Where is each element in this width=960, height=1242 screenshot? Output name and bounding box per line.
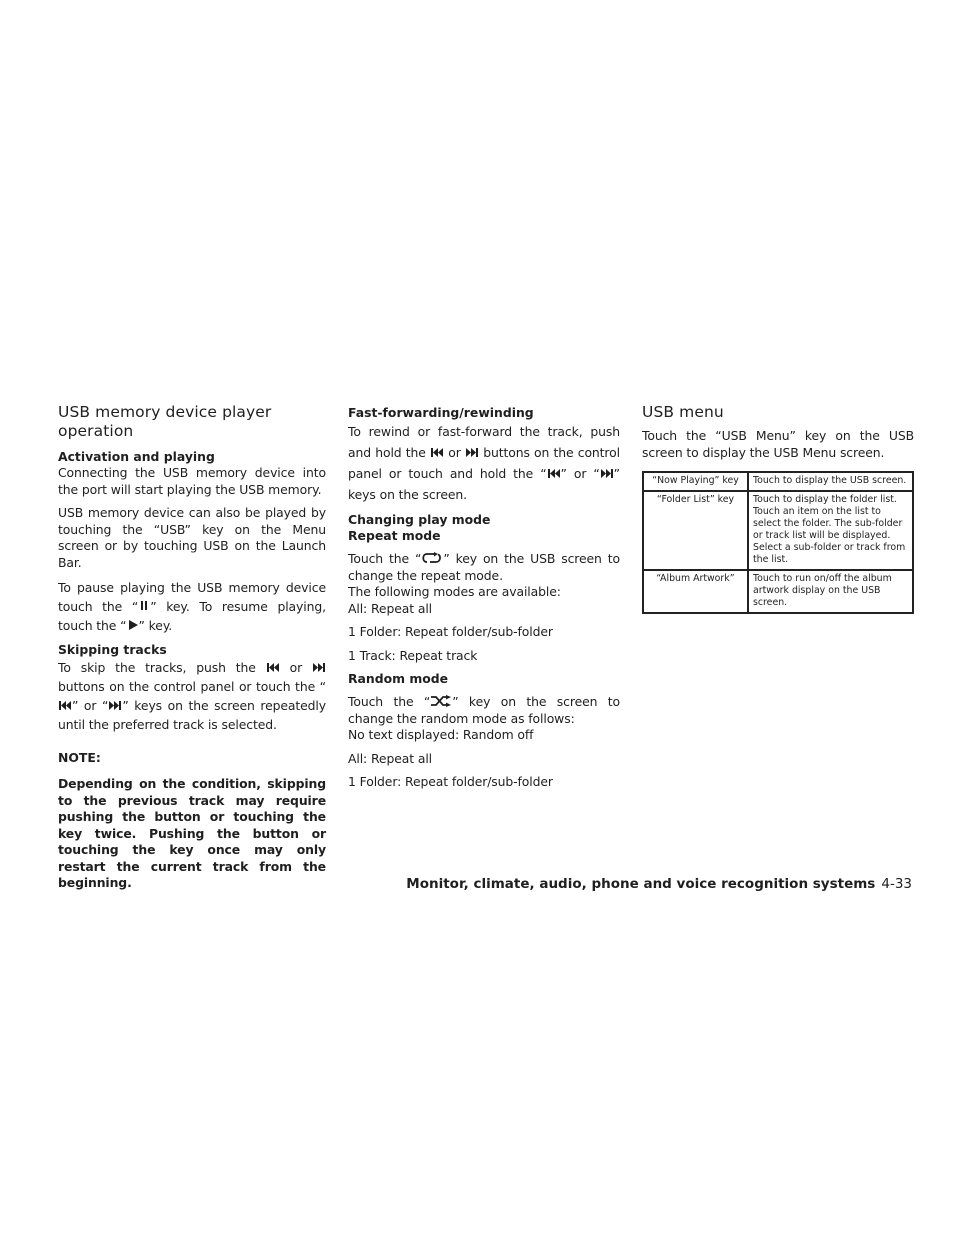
next-track-icon [312,662,326,673]
next-track-icon [108,700,122,711]
column-right [642,403,914,614]
table-row [643,472,913,491]
page-footer [406,876,912,892]
repeat-mode-all: All: Repeat all [348,600,433,616]
footer-section-title: Monitor, climate, audio, phone and voice recognition systems [406,876,876,892]
fast-forward-paragraph: To rewind or fast-forward the track, push and hold the or buttons on the control panel or touch and hold the “ ” or “ ” keys on the screen. [348,424,620,502]
usb-menu-table [642,471,914,614]
repeat-mode-folder: 1 Folder: Repeat folder/sub-folder [348,624,553,639]
heading-note: NOTE: [58,750,101,765]
random-mode-all: All: Repeat all [348,750,433,766]
usb-menu-intro: Touch the “USB Menu” key on the USB screen to display the USB Menu screen. [642,428,914,460]
shuffle-icon [430,695,452,707]
heading-changing-play-mode: Changing play mode [348,512,491,527]
previous-track-icon [547,468,561,479]
column-left [58,403,326,892]
repeat-icon [421,552,443,564]
heading-activation: Activation and playing [58,449,215,464]
heading-skipping: Skipping tracks [58,642,167,657]
column-middle [348,405,620,791]
table-cell-desc: Touch to run on/off the album artwork display on the USB screen. [748,570,913,613]
previous-track-icon [58,700,72,711]
random-mode-folder: 1 Folder: Repeat folder/sub-folder [348,774,553,789]
table-cell-key: “Now Playing” key [643,472,748,491]
previous-track-icon [430,447,444,458]
next-track-icon [465,447,479,458]
previous-track-icon [266,662,280,673]
repeat-mode-track: 1 Track: Repeat track [348,647,478,663]
table-row [643,491,913,570]
table-row [643,570,913,613]
heading-fast-forward: Fast-forwarding/rewinding [348,405,534,420]
heading-repeat-mode: Repeat mode [348,528,441,543]
page-number: 4-33 [881,876,912,892]
skip-paragraph: To skip the tracks, push the or buttons on the control panel or touch the “ ” or “ ” keys on the screen repeatedly until the preferred track is selected. [58,660,327,732]
activation-paragraph-1: Connecting the USB memory device into the port will start playing the USB memory. [58,465,326,497]
activation-paragraph-2: USB memory device can also be played by touching the “USB” key on the Menu screen or by touching USB on the Launch Bar. [58,505,326,570]
pause-paragraph: To pause playing the USB memory device touch the “ ” key. To resume playing, touch the “ ” key. [58,580,326,633]
next-track-icon [600,468,614,479]
section-title-usb-menu: USB menu [642,403,724,421]
table-cell-desc: Touch to display the USB screen. [748,472,913,491]
pause-icon [138,600,150,612]
repeat-paragraph: Touch the “ ” key on the USB screen to change the repeat mode. [348,551,620,583]
play-icon [127,619,139,631]
note-body: Depending on the condition, skipping to the previous track may require pushing the button or touching the key twice. Pushing the button or touching the key once may only restart the current track from the beginning. [58,776,326,890]
random-mode-off: No text displayed: Random off [348,727,534,742]
table-cell-desc: Touch to display the folder list. Touch an item on the list to select the folder. The sub-folder or track list will be displayed. Select a sub-folder or track from the list. [748,491,913,570]
table-cell-key: “Album Artwork” [643,570,748,613]
section-title-usb-player: USB memory device player operation [58,403,272,440]
random-paragraph: Touch the “ ” key on the screen to change the random mode as follows: [348,694,621,726]
table-cell-key: “Folder List” key [643,491,748,570]
repeat-available-modes: The following modes are available: [348,584,561,599]
heading-random-mode: Random mode [348,671,449,686]
